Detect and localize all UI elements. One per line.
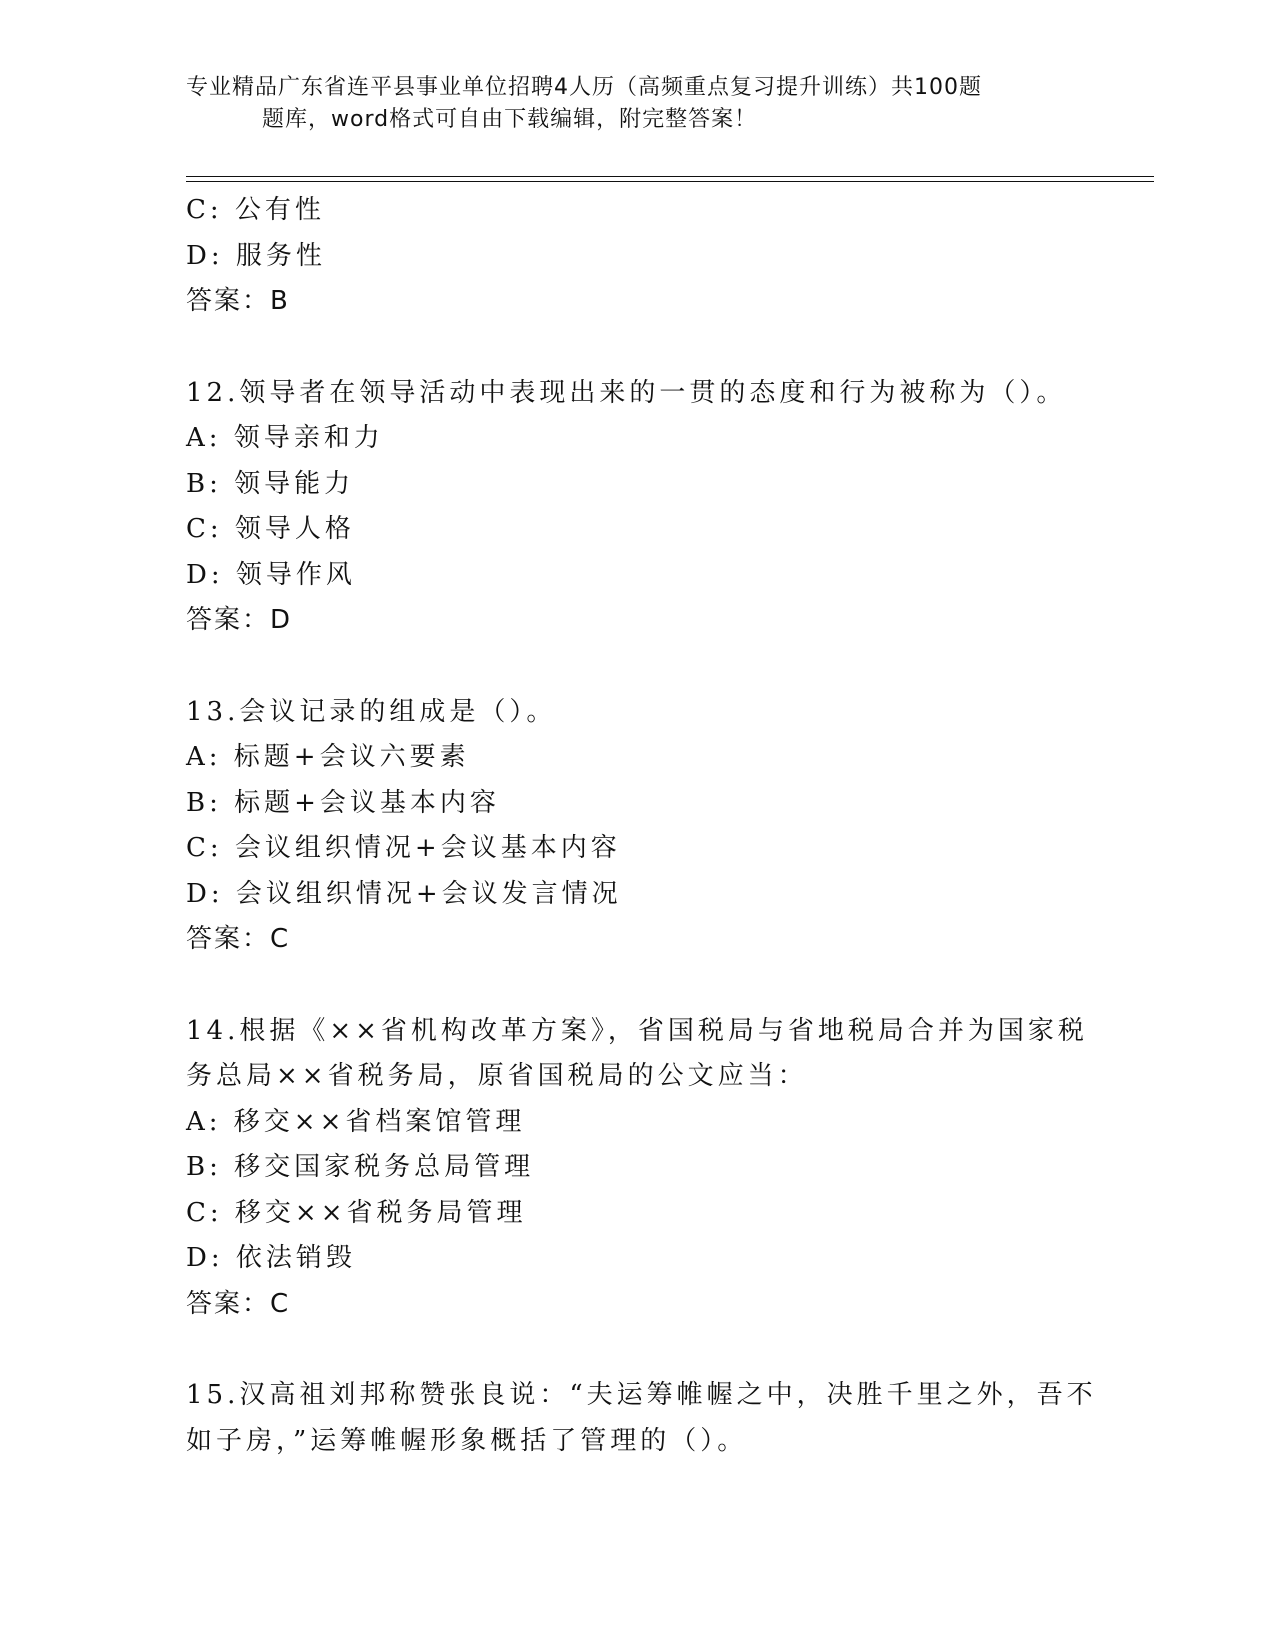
question-list (186, 188, 1097, 1464)
option-a: A: 领导亲和力 (186, 423, 384, 453)
question-stem: 12.领导者在领导活动中表现出来的一贯的态度和行为被称为（）。 (186, 377, 1067, 408)
option-b: B: 移交国家税务总局管理 (186, 1152, 535, 1182)
option-d: D: 领导作风 (186, 559, 356, 590)
question-stem: 13.会议记录的组成是（）。 (186, 696, 557, 727)
question-stem-line-1: 14.根据《××省机构改革方案》，省国税局与省地税局合并为国家税 (186, 1015, 1088, 1046)
document-header (186, 72, 1066, 136)
question-12 (186, 371, 1086, 644)
option-c: C: 移交××省税务局管理 (186, 1197, 527, 1228)
option-d: D: 会议组织情况+会议发言情况 (186, 878, 622, 909)
header-rule-bottom (186, 181, 1154, 182)
answer-line: 答案：B (186, 286, 290, 316)
header-title-line-1: 专业精品广东省连平县事业单位招聘4人历（高频重点复习提升训练）共100题 (186, 75, 982, 100)
question-stem-line-2: 如子房，”运筹帷幄形象概括了管理的（）。 (186, 1425, 748, 1456)
option-d: D: 依法销毁 (186, 1243, 356, 1273)
option-c: C: 公有性 (186, 195, 325, 225)
option-b: B: 标题+会议基本内容 (186, 787, 500, 818)
answer-line: 答案：C (186, 924, 291, 954)
option-b: B: 领导能力 (186, 468, 355, 499)
question-14 (186, 1009, 1086, 1328)
answer-line: 答案：D (186, 605, 293, 635)
question-stem-line-2: 务总局××省税务局，原省国税局的公文应当： (186, 1061, 808, 1091)
question-13 (186, 690, 1086, 963)
answer-line: 答案：C (186, 1288, 291, 1319)
header-title-line-2: 题库，word格式可自由下载编辑，附完整答案！ (262, 107, 758, 132)
option-d: D: 服务性 (186, 240, 326, 271)
header-rule-top (186, 176, 1154, 177)
option-c: C: 会议组织情况+会议基本内容 (186, 833, 621, 863)
option-a: A: 移交××省档案馆管理 (186, 1106, 526, 1137)
option-c: C: 领导人格 (186, 514, 355, 544)
question-stem-line-1: 15.汉高祖刘邦称赞张良说：“夫运筹帷幄之中，决胜千里之外，吾不 (186, 1380, 1097, 1410)
question-15 (186, 1373, 1097, 1464)
option-a: A: 标题+会议六要素 (186, 742, 470, 772)
